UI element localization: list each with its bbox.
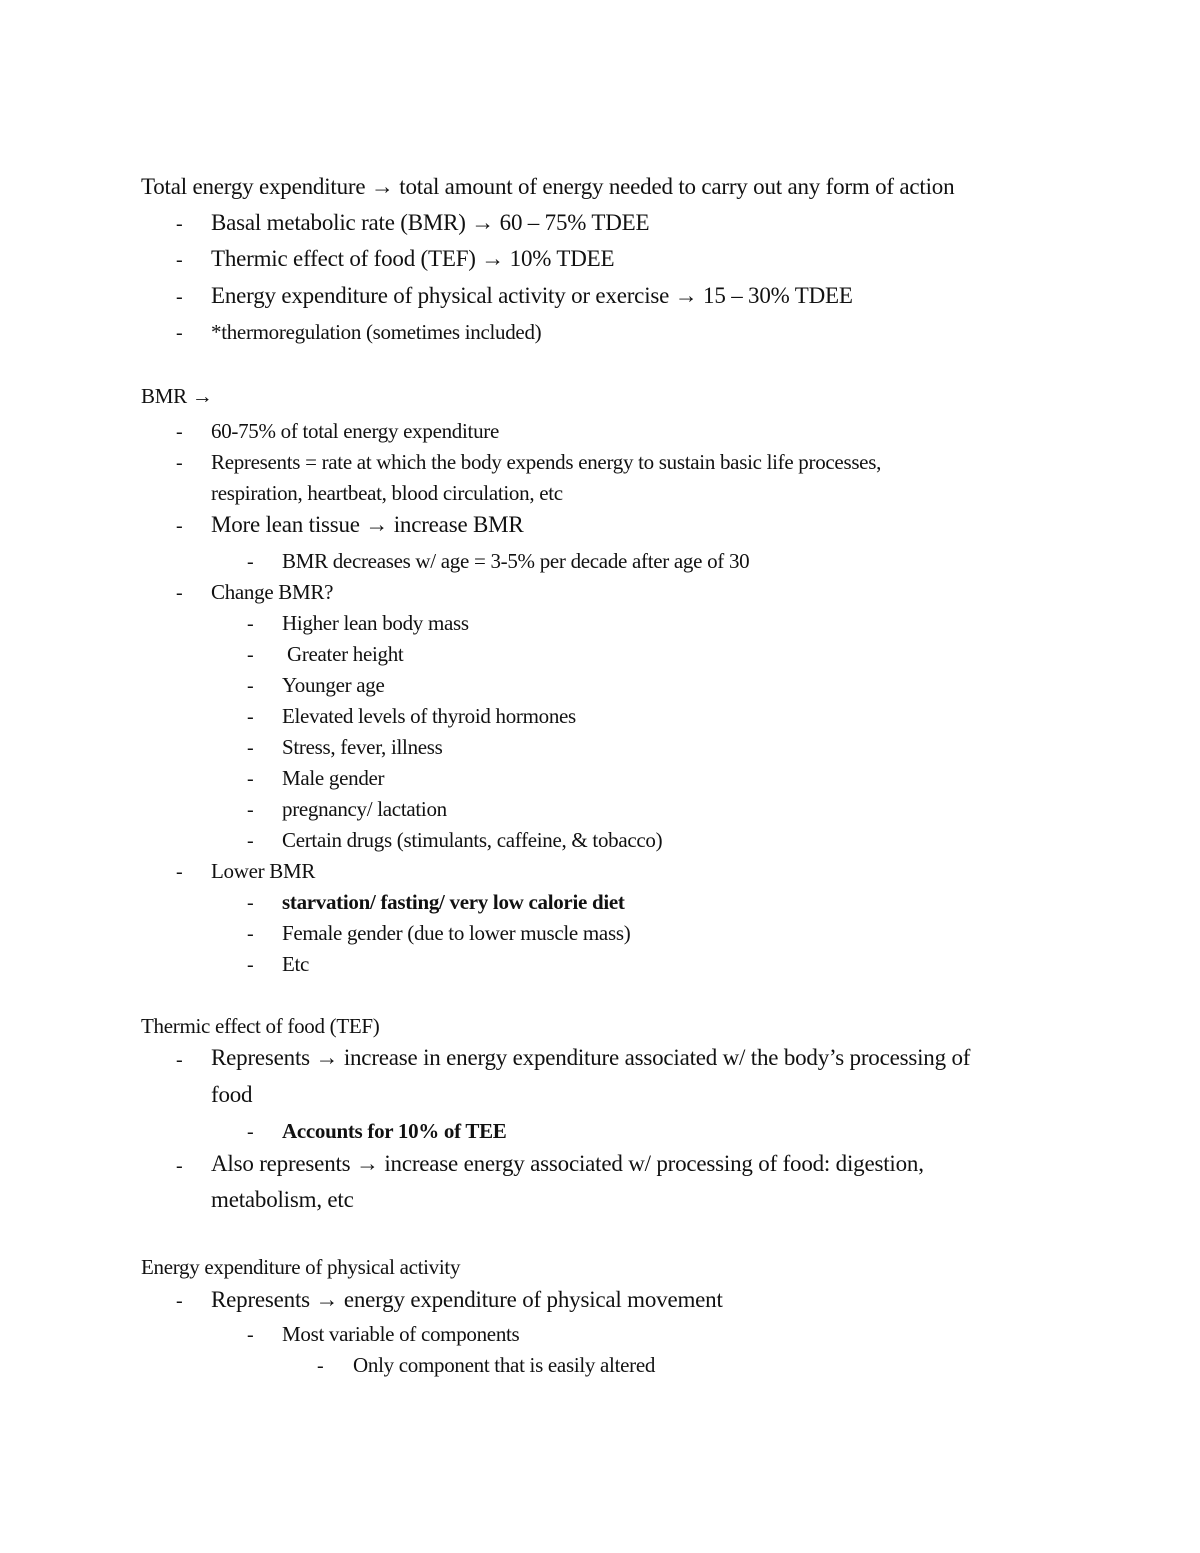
bmr-item-lean-sub: BMR decreases w/ age = 3-5% per decade after age of 30 — [282, 549, 750, 573]
bullet-dash: - — [247, 613, 254, 635]
bullet-dash: - — [176, 515, 183, 537]
bmr-item-represents-line2: respiration, heartbeat, blood circulation, etc — [211, 481, 563, 505]
tef-item-represents-line1: Represents → increase in energy expenditure associated w/ the body’s processing of — [211, 1045, 971, 1070]
bullet-dash: - — [176, 286, 183, 308]
change-sub-item: Certain drugs (stimulants, caffeine, & tobacco) — [282, 828, 663, 852]
tef-item-also-line1: Also represents → increase energy associated w/ processing of food: digestion, — [211, 1151, 924, 1176]
bullet-dash: - — [176, 1155, 183, 1177]
bullet-dash: - — [247, 706, 254, 728]
tee-item-bmr: Basal metabolic rate (BMR) → 60 – 75% TDEE — [211, 210, 650, 235]
bullet-dash: - — [247, 830, 254, 852]
bullet-dash: - — [247, 768, 254, 790]
tef-heading: Thermic effect of food (TEF) — [141, 1014, 380, 1038]
bullet-dash: - — [247, 923, 254, 945]
bullet-dash: - — [247, 892, 254, 914]
pa-item-represents: Represents → energy expenditure of physical movement — [211, 1287, 723, 1312]
bullet-dash: - — [176, 1290, 183, 1312]
change-sub-item: Elevated levels of thyroid hormones — [282, 704, 576, 728]
tef-item-also-line2: metabolism, etc — [211, 1187, 354, 1212]
lower-sub-item: starvation/ fasting/ very low calorie diet — [282, 890, 625, 914]
bmr-item-pct: 60-75% of total energy expenditure — [211, 419, 499, 443]
bullet-dash: - — [247, 1324, 254, 1346]
bullet-dash: - — [247, 954, 254, 976]
change-sub-item: Younger age — [282, 673, 385, 697]
pa-item-variable: Most variable of components — [282, 1322, 520, 1346]
bullet-dash: - — [247, 1121, 254, 1143]
bmr-item-lean: More lean tissue → increase BMR — [211, 512, 524, 537]
change-sub-item: Higher lean body mass — [282, 611, 469, 635]
bullet-dash: - — [176, 452, 183, 474]
tef-item-accounts: Accounts for 10% of TEE — [282, 1119, 507, 1143]
change-sub-item: pregnancy/ lactation — [282, 797, 447, 821]
tee-item-activity: Energy expenditure of physical activity or exercise → 15 – 30% TDEE — [211, 283, 853, 308]
tee-item-tef: Thermic effect of food (TEF) → 10% TDEE — [211, 246, 615, 271]
tef-item-represents-line2: food — [211, 1082, 253, 1107]
bullet-dash: - — [176, 1049, 183, 1071]
pa-heading: Energy expenditure of physical activity — [141, 1255, 461, 1279]
change-sub-item: Stress, fever, illness — [282, 735, 443, 759]
tee-item-thermoregulation: *thermoregulation (sometimes included) — [211, 320, 542, 344]
bullet-dash: - — [247, 675, 254, 697]
bullet-dash: - — [176, 421, 183, 443]
bmr-item-change: Change BMR? — [211, 580, 334, 604]
bullet-dash: - — [317, 1355, 324, 1377]
bmr-item-represents-line1: Represents = rate at which the body expends energy to sustain basic life processes, — [211, 450, 882, 474]
bullet-dash: - — [176, 249, 183, 271]
bullet-dash: - — [176, 213, 183, 235]
tee-heading: Total energy expenditure → total amount of energy needed to carry out any form of action — [141, 174, 955, 199]
bullet-dash: - — [247, 737, 254, 759]
lower-sub-item: Female gender (due to lower muscle mass) — [282, 921, 631, 945]
bmr-item-lower: Lower BMR — [211, 859, 316, 883]
lower-sub-item: Etc — [282, 952, 310, 976]
bmr-heading: BMR → — [141, 384, 213, 408]
change-sub-item: Male gender — [282, 766, 385, 790]
bullet-dash: - — [176, 322, 183, 344]
bullet-dash: - — [247, 644, 254, 666]
change-sub-item: Greater height — [282, 642, 404, 666]
pa-item-altered: Only component that is easily altered — [353, 1353, 656, 1377]
bullet-dash: - — [176, 582, 183, 604]
bullet-dash: - — [247, 551, 254, 573]
bullet-dash: - — [176, 861, 183, 883]
bullet-dash: - — [247, 799, 254, 821]
